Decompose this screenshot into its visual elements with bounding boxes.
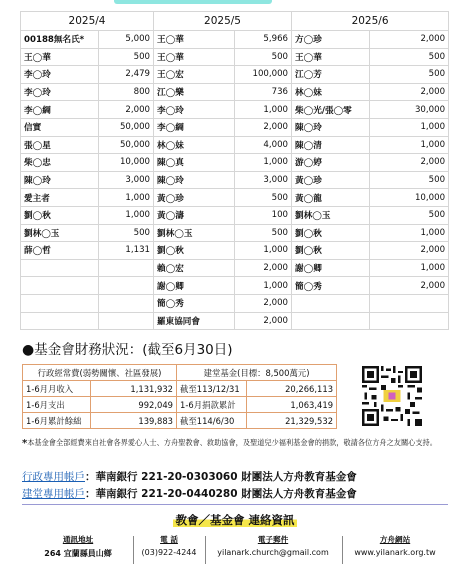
contact-phone-head: 電 話: [160, 535, 178, 544]
contact-phone-value[interactable]: (03)922-4244: [141, 548, 197, 557]
donation-row: [21, 101, 449, 119]
donor-name: 信實: [21, 118, 99, 136]
donor-name: 李◯綢: [154, 118, 235, 136]
finance-cell: 20,266,113: [247, 381, 337, 397]
donor-name: 王◯宏: [154, 66, 235, 84]
donor-name: 劉◯秋: [292, 224, 370, 242]
section-divider: [22, 504, 448, 505]
donation-row: [21, 277, 449, 295]
contact-heading: [0, 512, 470, 528]
contact-address-head: 通訊地址: [62, 535, 94, 544]
donor-name: 陳◯玲: [154, 171, 235, 189]
donor-name: 黃◯珍: [154, 189, 235, 207]
donor-name: 李◯玲: [154, 101, 235, 119]
donation-amount: [370, 294, 449, 312]
donor-name: 江◯芳: [292, 66, 370, 84]
donation-amount: 2,000: [235, 312, 292, 330]
donation-amount: 500: [235, 48, 292, 66]
donation-amount: 1,000: [99, 189, 154, 207]
donation-amount: 2,000: [370, 242, 449, 260]
donor-name: 王◯華: [154, 31, 235, 49]
donation-amount: 2,000: [370, 277, 449, 295]
donor-name: 張◯星: [21, 136, 99, 154]
finance-cell: 1-6月捐款累計: [177, 397, 247, 413]
donation-amount: 5,966: [235, 31, 292, 49]
donation-amount: 4,000: [235, 136, 292, 154]
donor-name: 柴◯忠: [21, 154, 99, 172]
contact-title: 教會／基金會 連絡資訊: [175, 513, 295, 527]
donor-name: 林◯妹: [292, 83, 370, 101]
donor-name: 謝◯卿: [154, 277, 235, 295]
contact-email-head: 電子郵件: [257, 535, 289, 544]
donor-name: [21, 259, 99, 277]
finance-cell: 1-6月月收入: [23, 381, 91, 397]
donation-table: [20, 11, 449, 330]
donation-row: [21, 171, 449, 189]
donation-amount: 500: [235, 224, 292, 242]
donor-name: 簡◯秀: [154, 294, 235, 312]
donor-name: [21, 312, 99, 330]
donation-row: [21, 294, 449, 312]
donation-amount: 1,000: [370, 136, 449, 154]
donation-amount: 2,000: [99, 101, 154, 119]
donor-name: 陳◯玲: [21, 171, 99, 189]
note-text: 本基金會全部經費來自社會各界愛心人士、方舟聖教會、救助協會，及聖道兒少福利基金會的捐款，敬請各位方舟之友關心支持。: [27, 438, 437, 447]
finance-cell: 21,329,532: [247, 413, 337, 429]
donation-amount: 2,000: [235, 259, 292, 277]
donor-name: 李◯綢: [21, 101, 99, 119]
finance-header-row: [23, 365, 337, 381]
donation-amount: 500: [99, 224, 154, 242]
donation-row: [21, 136, 449, 154]
account-building-colon: ：: [85, 488, 96, 500]
account-building-text: 華南銀行 221-20-0440280 財團法人方舟教育基金會: [95, 488, 357, 500]
account-admin-text: 華南銀行 221-20-0303060 財團法人方舟教育基金會: [95, 471, 357, 483]
donor-name: 劉◯秋: [21, 206, 99, 224]
donation-row: [21, 189, 449, 207]
donation-amount: 50,000: [99, 118, 154, 136]
donor-name: 愛主者: [21, 189, 99, 207]
donation-amount: 30,000: [370, 101, 449, 119]
month-header: 2025/6: [292, 12, 449, 31]
contact-website-head: 方舟網站: [379, 535, 411, 544]
contact-website-value[interactable]: www.yilanark.org.tw: [354, 548, 436, 557]
donor-name: 劉◯秋: [292, 242, 370, 260]
donation-amount: 500: [370, 48, 449, 66]
donation-row: [21, 154, 449, 172]
donation-row: [21, 259, 449, 277]
donation-amount: 1,000: [99, 206, 154, 224]
finance-cell: 1-6月支出: [23, 397, 91, 413]
qr-code-icon[interactable]: [362, 366, 422, 426]
contact-website: [345, 534, 445, 557]
donation-amount: 500: [370, 171, 449, 189]
donation-row: [21, 242, 449, 260]
donation-row: [21, 206, 449, 224]
donation-amount: 100,000: [235, 66, 292, 84]
finance-heading: [22, 338, 233, 358]
finance-row: [23, 397, 337, 413]
donation-amount: 3,000: [235, 171, 292, 189]
donor-name: 王◯華: [292, 48, 370, 66]
donation-amount: 2,000: [370, 154, 449, 172]
donor-name: 李◯玲: [21, 66, 99, 84]
donor-name: 簡◯秀: [292, 277, 370, 295]
donation-amount: 50,000: [99, 136, 154, 154]
donation-amount: 500: [370, 66, 449, 84]
account-admin-colon: ：: [85, 471, 96, 483]
donor-name: [21, 277, 99, 295]
donor-name: 賴◯宏: [154, 259, 235, 277]
donor-name: 游◯婷: [292, 154, 370, 172]
donor-name: 陳◯清: [292, 136, 370, 154]
donation-amount: 2,000: [235, 294, 292, 312]
donation-amount: 10,000: [99, 154, 154, 172]
donor-name: [21, 294, 99, 312]
donor-name: 黃◯濤: [154, 206, 235, 224]
donation-amount: 2,000: [370, 31, 449, 49]
top-accent-band: [114, 0, 272, 4]
finance-header-admin: 行政經常費(弱勢關懷、社區發展): [23, 365, 177, 381]
donation-amount: 800: [99, 83, 154, 101]
bullet-icon: ●: [22, 342, 35, 358]
donor-name: 江◯樂: [154, 83, 235, 101]
donation-amount: 1,000: [235, 154, 292, 172]
donor-name: 劉◯秋: [154, 242, 235, 260]
donation-amount: [99, 294, 154, 312]
donor-name: 羅東協同會: [154, 312, 235, 330]
donor-name: [292, 294, 370, 312]
donation-amount: 736: [235, 83, 292, 101]
finance-cell: 1,063,419: [247, 397, 337, 413]
account-admin: [22, 469, 357, 484]
donation-row: [21, 312, 449, 330]
donor-name: 王◯華: [154, 48, 235, 66]
donor-name: [292, 312, 370, 330]
finance-title: 基金會財務狀況：(截至6月30日): [34, 342, 233, 358]
donation-amount: 1,000: [235, 101, 292, 119]
finance-table: [22, 364, 337, 429]
contact-phone: [134, 534, 204, 557]
finance-cell: 1-6月累計餘絀: [23, 413, 91, 429]
donation-row: [21, 66, 449, 84]
donor-name: 黃◯珍: [292, 171, 370, 189]
donation-amount: 500: [99, 48, 154, 66]
donor-name: 陳◯玲: [292, 118, 370, 136]
donation-amount: [99, 277, 154, 295]
donor-name: 柴◯光/張◯零: [292, 101, 370, 119]
donor-name: 00188無名氏*: [21, 31, 99, 49]
finance-row: [23, 381, 337, 397]
finance-cell: 截至113/12/31: [177, 381, 247, 397]
donation-row: [21, 224, 449, 242]
account-building: [22, 486, 357, 501]
donation-row: [21, 48, 449, 66]
donor-name: 謝◯卿: [292, 259, 370, 277]
finance-cell: 截至114/6/30: [177, 413, 247, 429]
note-asterisk: *: [22, 438, 28, 449]
contact-address: [28, 534, 128, 559]
contact-separator: [205, 536, 206, 564]
month-header: 2025/5: [154, 12, 292, 31]
contact-separator: [342, 536, 343, 564]
donation-amount: 5,000: [99, 31, 154, 49]
donation-amount: [99, 259, 154, 277]
donation-amount: 1,000: [235, 277, 292, 295]
donation-amount: 1,000: [235, 242, 292, 260]
month-header-row: [21, 12, 449, 31]
donation-amount: [99, 312, 154, 330]
donor-name: 劉林◯玉: [21, 224, 99, 242]
donor-name: 林◯妹: [154, 136, 235, 154]
donation-row: [21, 31, 449, 49]
donor-name: 方◯珍: [292, 31, 370, 49]
donation-amount: 1,000: [370, 259, 449, 277]
account-building-label[interactable]: 建堂專用帳戶: [22, 488, 85, 500]
funding-note: [22, 438, 448, 449]
donor-name: 陳◯真: [154, 154, 235, 172]
donation-amount: 1,000: [370, 224, 449, 242]
donor-name: 黃◯龍: [292, 189, 370, 207]
finance-header-building: 建堂基金(目標：8,500萬元): [177, 365, 337, 381]
finance-cell: 1,131,932: [91, 381, 177, 397]
donor-name: 王◯華: [21, 48, 99, 66]
donation-amount: 1,131: [99, 242, 154, 260]
finance-cell: 139,883: [91, 413, 177, 429]
donation-amount: 500: [370, 206, 449, 224]
donation-amount: 100: [235, 206, 292, 224]
donation-amount: 2,000: [370, 83, 449, 101]
donation-amount: 500: [235, 189, 292, 207]
contact-email-value[interactable]: yilanark.church@gmail.com: [217, 548, 329, 557]
donation-row: [21, 118, 449, 136]
donor-name: 李◯玲: [21, 83, 99, 101]
donor-name: 薛◯哲: [21, 242, 99, 260]
donor-name: 劉林◯玉: [154, 224, 235, 242]
finance-row: [23, 413, 337, 429]
account-admin-label[interactable]: 行政專用帳戶: [22, 471, 85, 483]
month-header: 2025/4: [21, 12, 154, 31]
contact-email: [208, 534, 338, 557]
donation-amount: [370, 312, 449, 330]
donation-row: [21, 83, 449, 101]
finance-cell: 992,049: [91, 397, 177, 413]
donation-amount: 3,000: [99, 171, 154, 189]
donation-amount: 1,000: [370, 118, 449, 136]
donor-name: 劉林◯玉: [292, 206, 370, 224]
donation-amount: 2,479: [99, 66, 154, 84]
donation-amount: 10,000: [370, 189, 449, 207]
donation-amount: 2,000: [235, 118, 292, 136]
contact-address-value: 264 宜蘭縣員山鄉: [44, 549, 112, 558]
